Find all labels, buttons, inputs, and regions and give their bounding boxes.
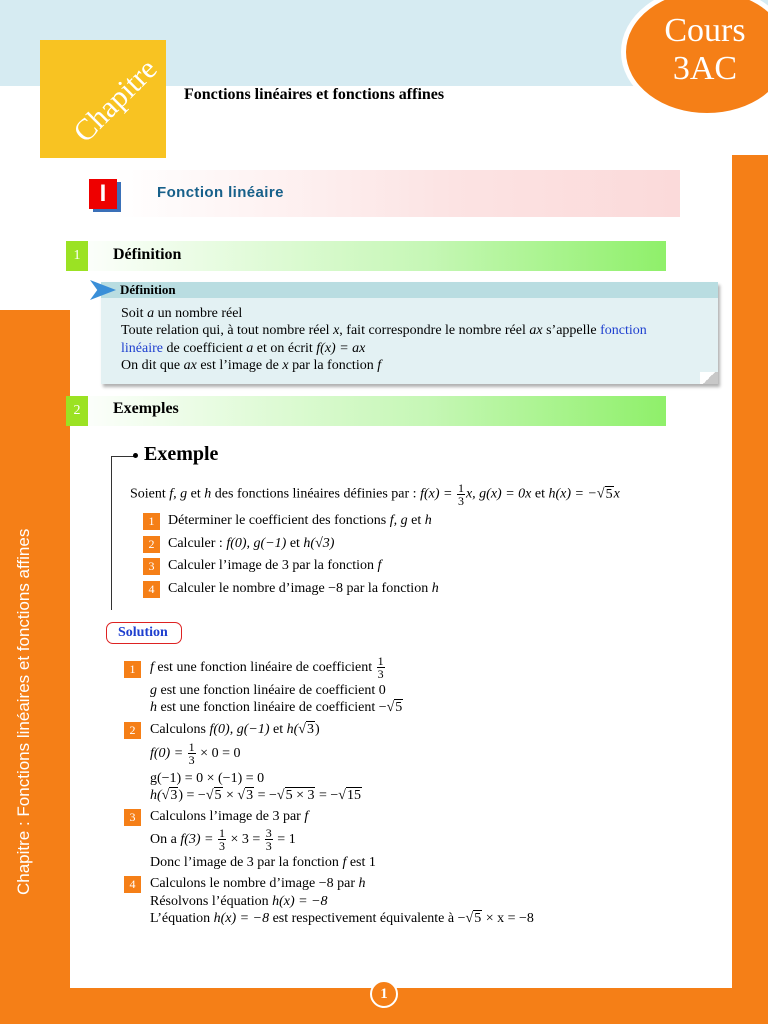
bullet-icon <box>133 453 138 458</box>
subsection-title-2: Exemples <box>113 400 179 417</box>
solution-line: Résolvons l’équation h(x) = −8 <box>150 894 328 909</box>
chapter-label: Chapitre <box>67 52 164 149</box>
subsection-number-2: 2 <box>66 396 88 426</box>
solution-line: f(0) = $\frac{1}{3}$ × 0 = 0 <box>150 740 241 768</box>
course-label: Cours 3AC <box>664 12 746 87</box>
definition-label: Définition <box>120 282 176 297</box>
solution-number: 4 <box>124 876 141 893</box>
task-number: 2 <box>143 536 160 553</box>
definition-line-2: Toute relation qui, à tout nombre réel x, fait correspondre le nombre réel ax s’appelle fonction <box>121 323 647 338</box>
solution-line: h(√3) = −√5 × √3 = −√5 × 3 = −√15 <box>150 788 361 803</box>
example-label: Exemple <box>144 443 219 465</box>
task-text: Calculer : f(0), g(−1) et h(√3) <box>168 536 335 551</box>
left-bar <box>0 310 70 1024</box>
example-intro: Soient f, g et h des fonctions linéaires définies par : f(x) = $\frac{1}{3}$ x, g(x) = 0x et h(x) = −√5x <box>130 481 620 508</box>
section-number: I <box>89 179 117 209</box>
solution-line: f est une fonction linéaire de coefficient $\frac{1}{3}$ <box>150 654 384 682</box>
solution-line: Calculons f(0), g(−1) et h(√3) <box>150 722 320 737</box>
chapter-box <box>40 40 166 158</box>
fraction: $\frac{1}{3}$ <box>457 481 464 508</box>
example-bracket <box>111 456 136 610</box>
task-text: Calculer le nombre d’image −8 par la fonction h <box>168 581 439 596</box>
definition-line-3: linéaire de coefficient a et on écrit f(x) = ax <box>121 341 366 356</box>
subsection-title-1: Définition <box>113 246 182 263</box>
document-title: Fonctions linéaires et fonctions affines <box>184 86 445 103</box>
task-text: Déterminer le coefficient des fonctions f, g et h <box>168 513 432 528</box>
solution-line: On a f(3) = $\frac{1}{3}$ × 3 = $\frac{3}{3}$ = 1 <box>150 826 296 854</box>
fraction: $\frac{1}{3}$ <box>188 740 195 768</box>
fraction: $\frac{1}{3}$ <box>377 654 384 682</box>
page-number: 1 <box>370 980 398 1008</box>
subsection-number-1: 1 <box>66 241 88 271</box>
fraction: $\frac{3}{3}$ <box>265 826 272 854</box>
solution-line: L’équation h(x) = −8 est respectivement équivalente à −√5 × x = −8 <box>150 911 534 926</box>
solution-line: g(−1) = 0 × (−1) = 0 <box>150 771 265 786</box>
task-number: 1 <box>143 513 160 530</box>
solution-line: h est une fonction linéaire de coefficient −√5 <box>150 700 403 715</box>
right-bar <box>732 155 768 1024</box>
lineaire-link[interactable]: linéaire <box>121 341 163 356</box>
fraction: $\frac{1}{3}$ <box>219 826 225 854</box>
solution-line: Donc l’image de 3 par la fonction f est 1 <box>150 855 376 870</box>
task-number: 3 <box>143 558 160 575</box>
page-fold-icon <box>700 372 718 384</box>
definition-header <box>101 282 718 298</box>
section-title: Fonction linéaire <box>157 184 284 201</box>
solution-number: 1 <box>124 661 141 678</box>
solution-line: g est une fonction linéaire de coefficient 0 <box>150 683 386 698</box>
definition-line-4: On dit que ax est l’image de x par la fonction f <box>121 358 382 373</box>
solution-line: Calculons le nombre d’image −8 par h <box>150 876 366 891</box>
solution-number: 2 <box>124 722 141 739</box>
solution-label: Solution <box>118 625 168 640</box>
fonction-lineaire-link[interactable]: fonction <box>600 323 647 338</box>
solution-line: Calculons l’image de 3 par f <box>150 809 309 824</box>
side-chapter-text: Chapitre : Fonctions linéaires et fonctions affines <box>14 528 33 895</box>
solution-number: 3 <box>124 809 141 826</box>
definition-line-1: Soit a un nombre réel <box>121 306 243 321</box>
task-number: 4 <box>143 581 160 598</box>
task-text: Calculer l’image de 3 par la fonction f <box>168 558 382 573</box>
